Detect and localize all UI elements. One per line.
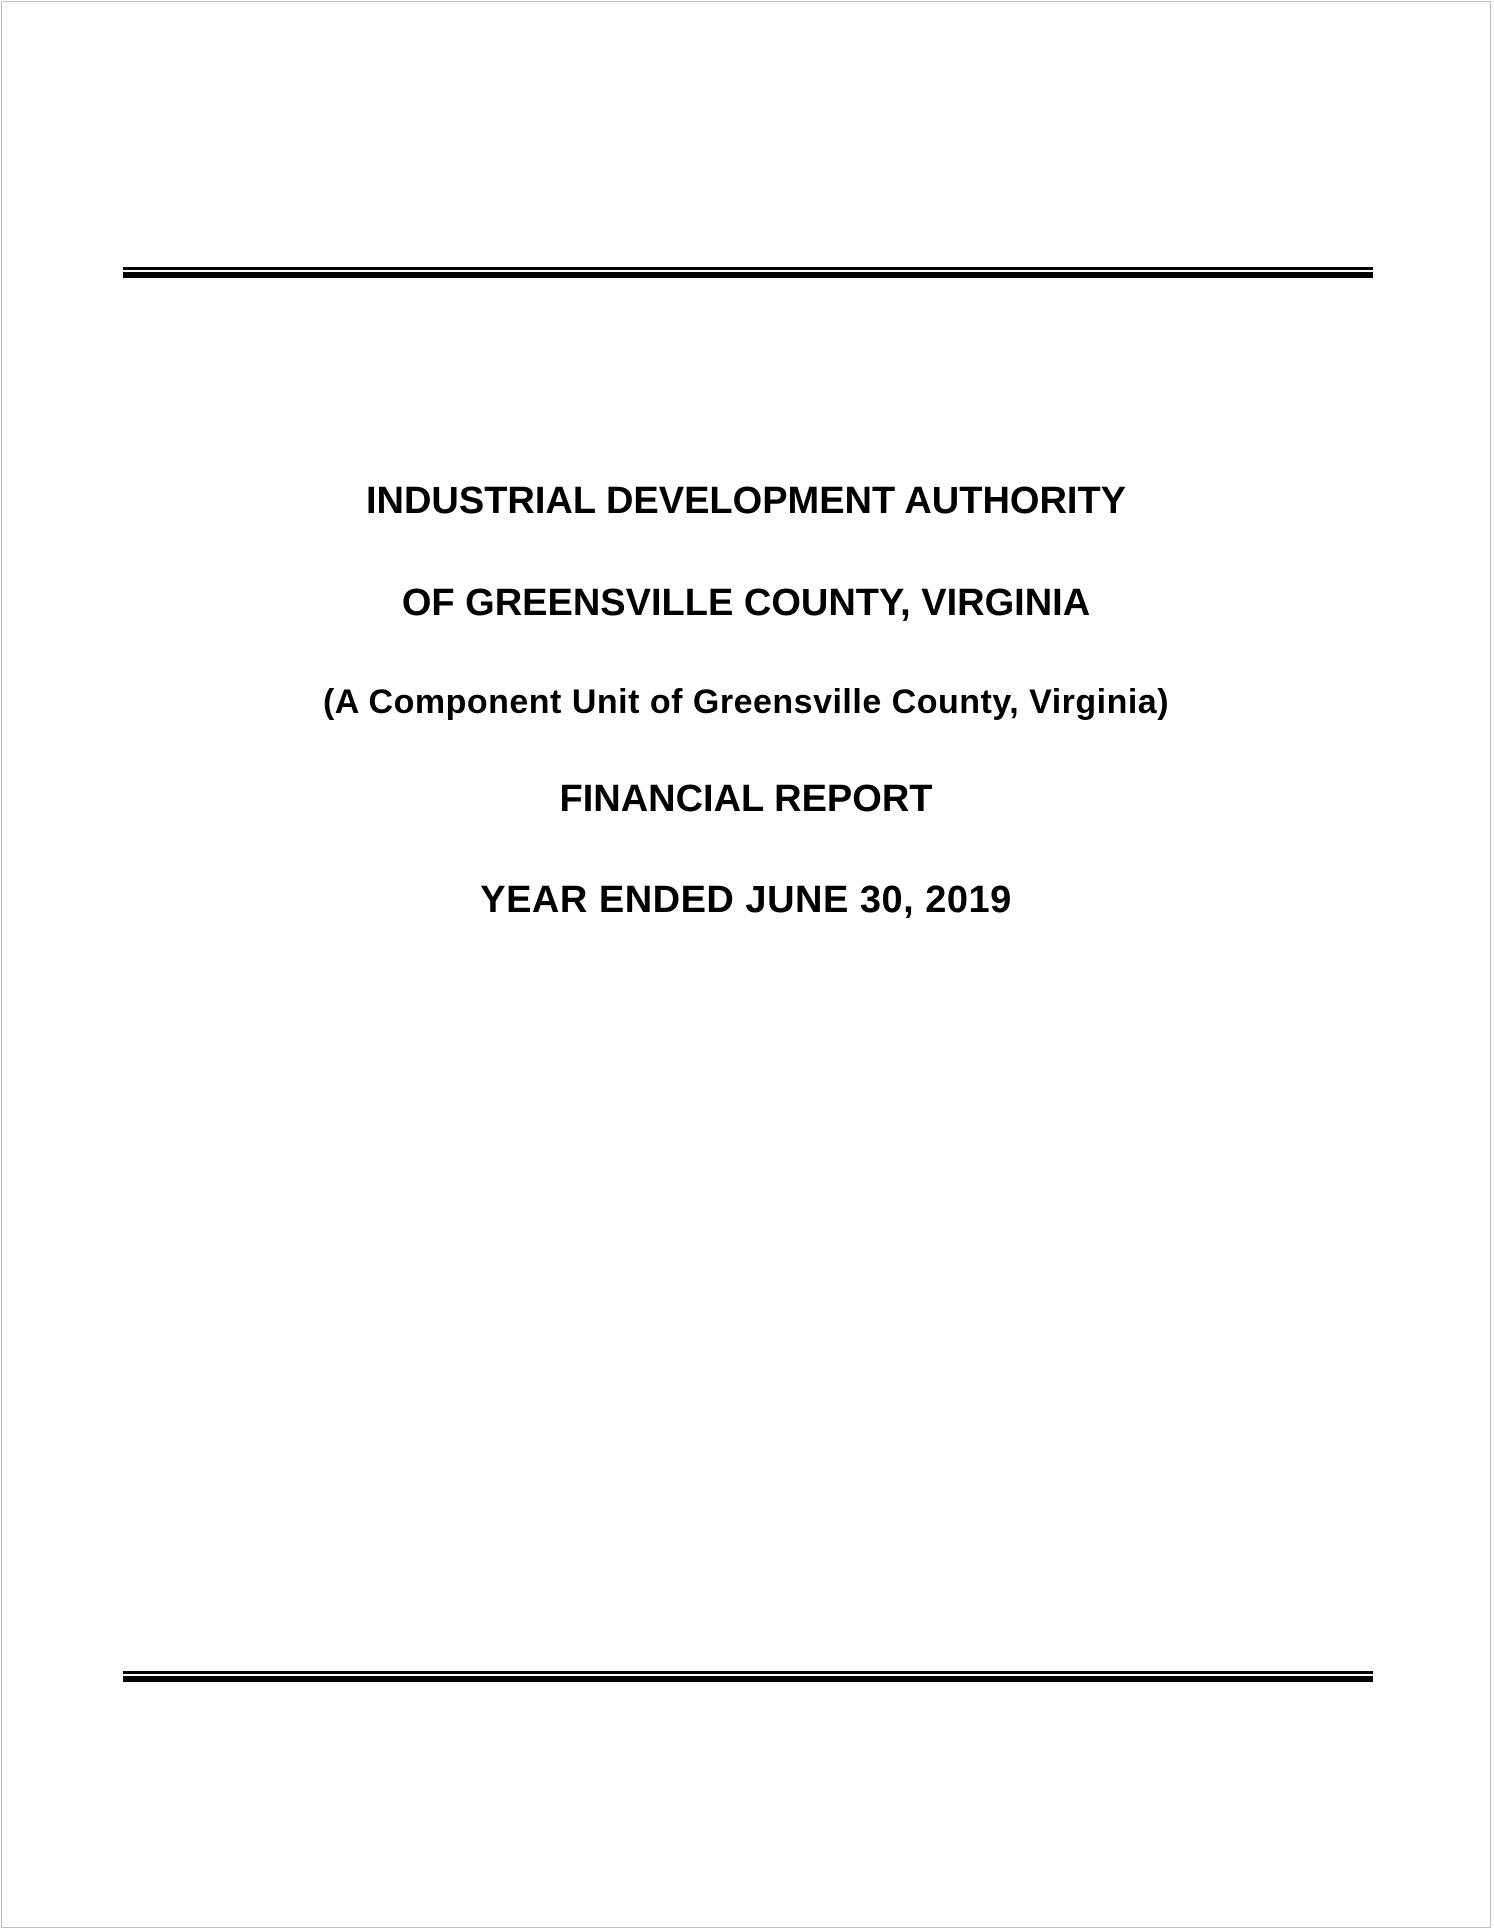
title-line-1: INDUSTRIAL DEVELOPMENT AUTHORITY <box>365 480 1127 522</box>
report-period: YEAR ENDED JUNE 30, 2019 <box>480 879 1012 921</box>
top-double-rule <box>123 267 1373 279</box>
title-line-2: OF GREENSVILLE COUNTY, VIRGINIA <box>401 582 1091 624</box>
report-type: FINANCIAL REPORT <box>559 778 933 820</box>
top-rule-thin-line <box>123 267 1373 270</box>
document-page <box>1 1 1491 1928</box>
top-rule-thick-line <box>123 272 1373 278</box>
bottom-rule-thin-line <box>123 1671 1373 1674</box>
bottom-double-rule <box>123 1671 1373 1683</box>
subtitle: (A Component Unit of Greensville County, Virginia) <box>322 683 1170 721</box>
bottom-rule-thick-line <box>123 1676 1373 1682</box>
